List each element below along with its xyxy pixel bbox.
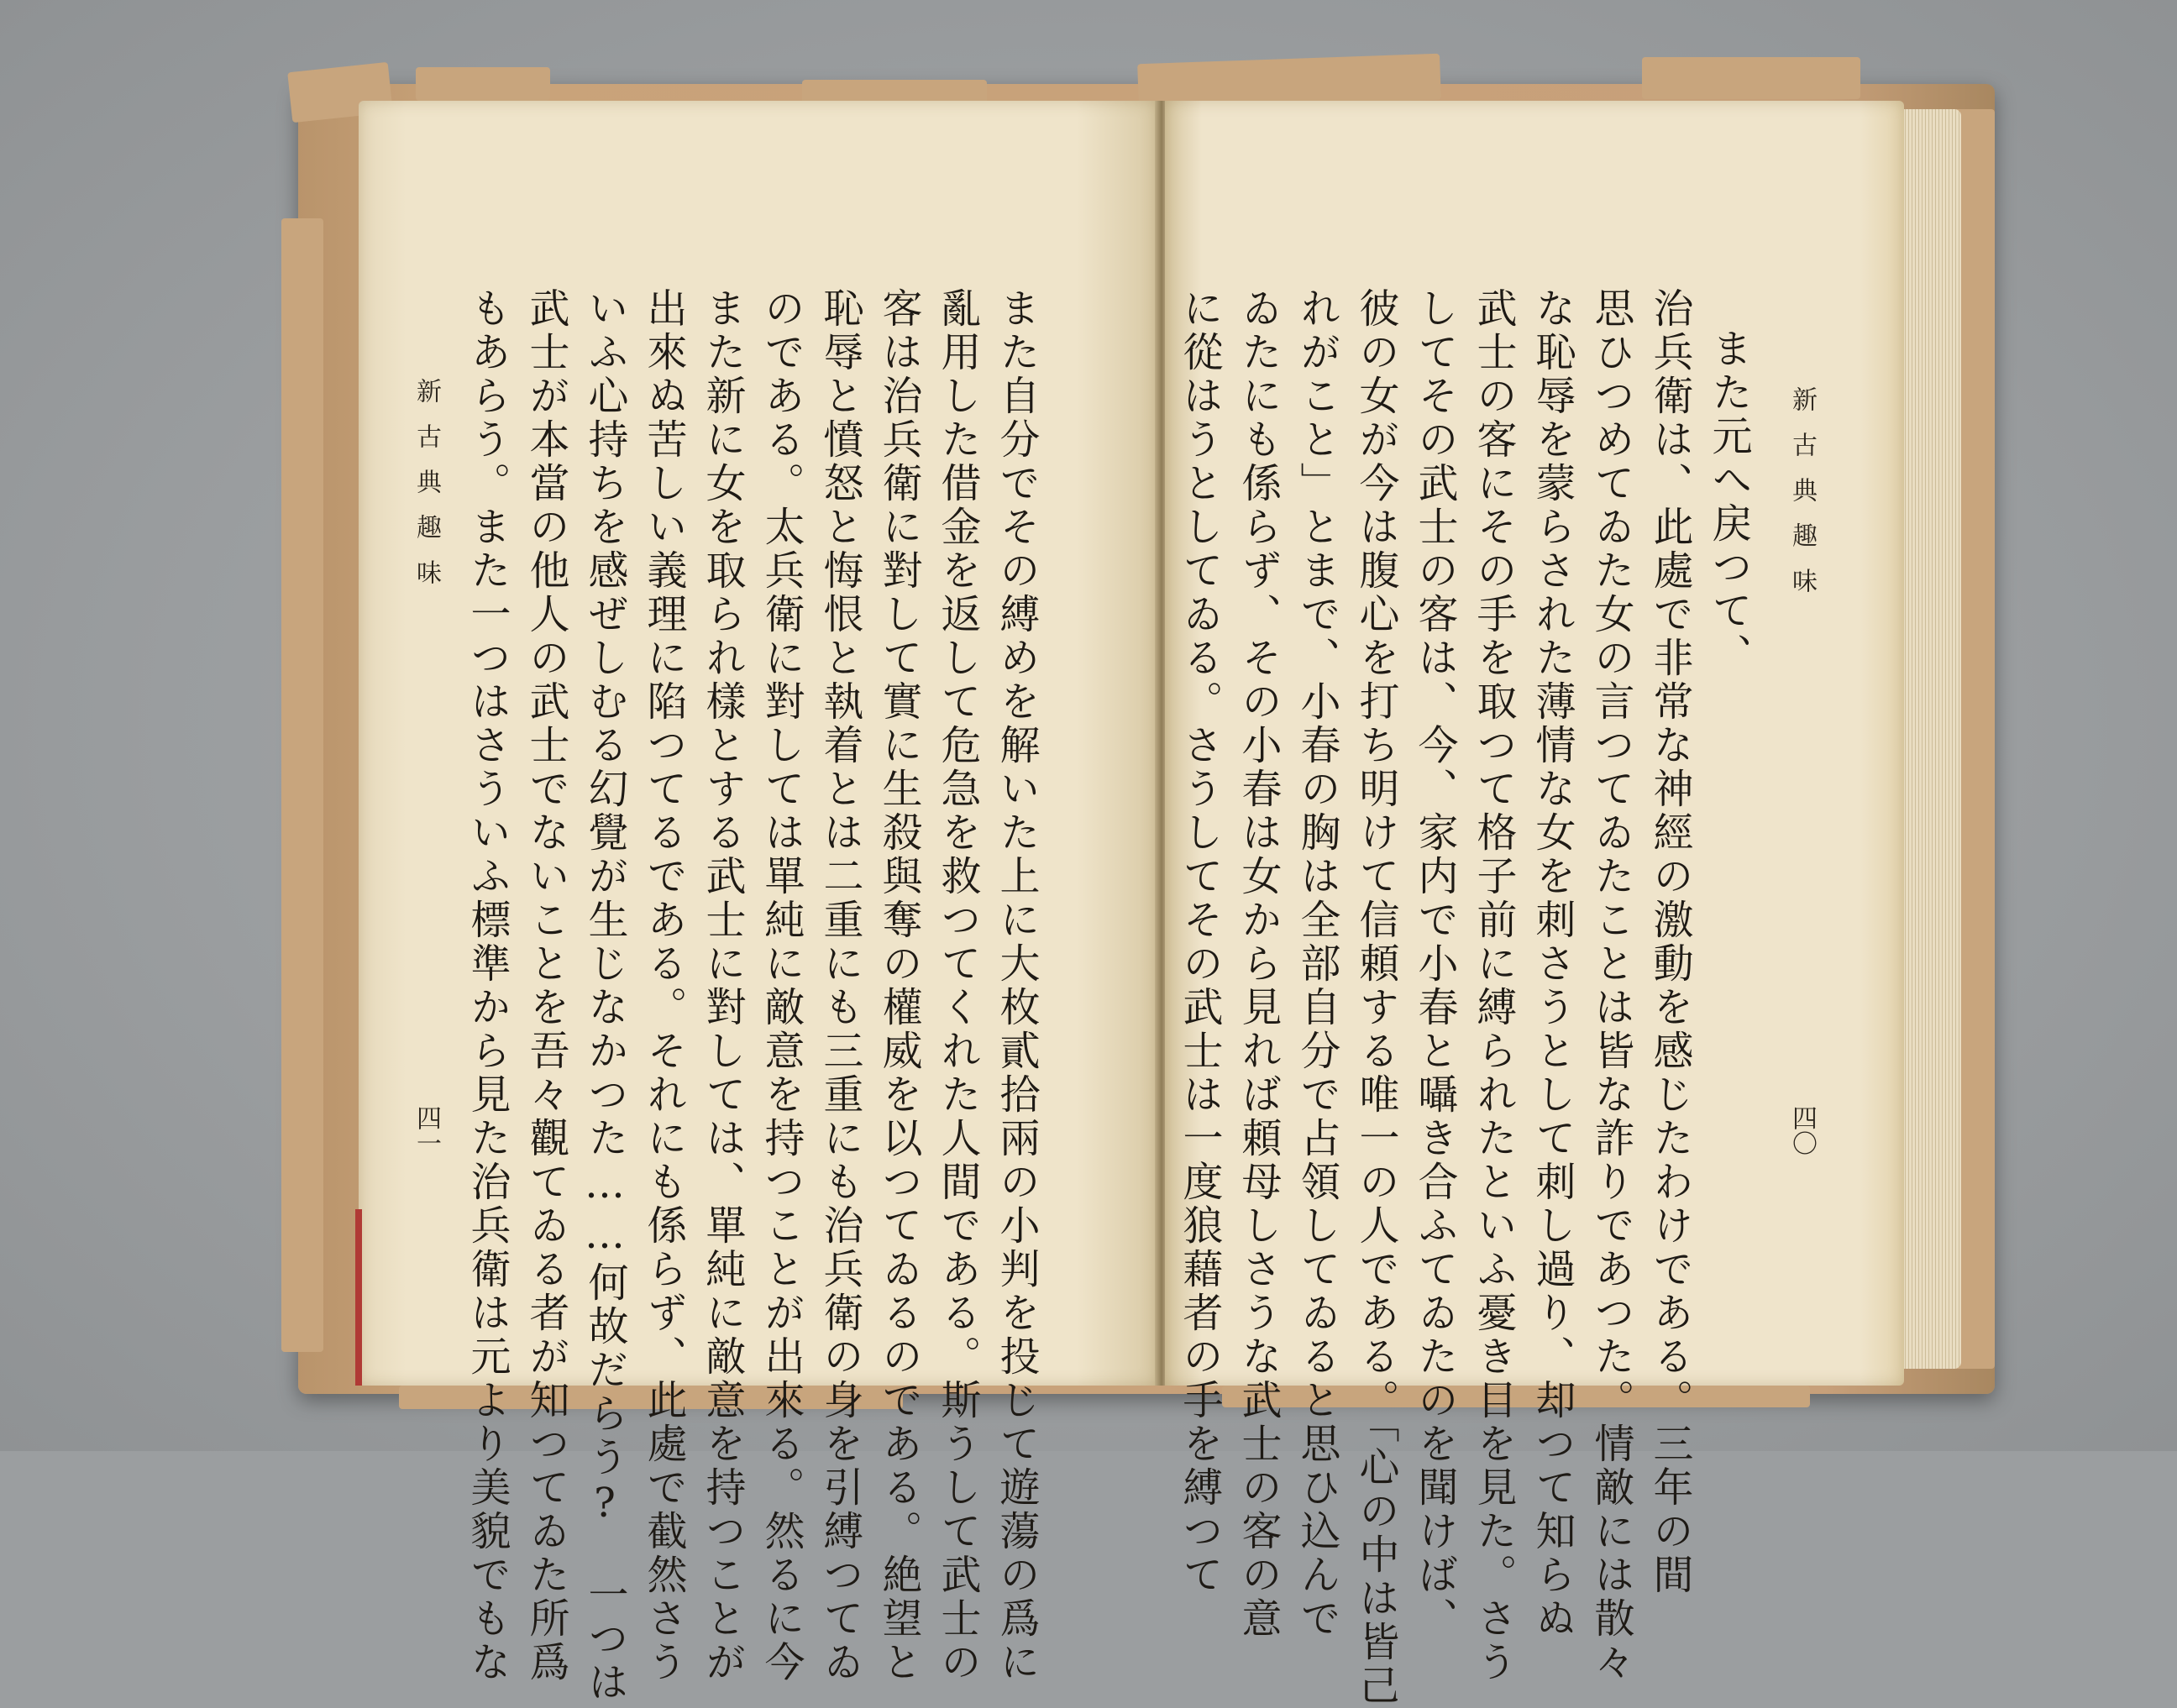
text-line: 思ひつめてゐた女の言つてゐたことは皆な詐りであつた。情敵には散々 xyxy=(1587,287,1634,1684)
text-line: 治兵衛は、此處で非常な神經の激動を感じたわけである。三年の間 xyxy=(1646,287,1693,1597)
page-number: 四一 xyxy=(412,1105,441,1155)
text-line: また新に女を取られ樣とする武士に對しては、單純に敵意を持つことが xyxy=(699,287,746,1684)
page-number: 四〇 xyxy=(1787,1105,1817,1155)
text-line: 彼の女が今は腹心を打ち明けて信頼する唯一の人である。「心の中は皆己 xyxy=(1352,287,1399,1708)
text-line: 武士が本當の他人の武士でないことを吾々觀てゐる者が知つてゐた所爲 xyxy=(522,287,569,1684)
text-line: のである。太兵衛に對しては單純に敵意を持つことが出來る。然るに今 xyxy=(758,287,805,1684)
running-title: 新古典趣味 xyxy=(412,378,441,605)
torn-cover-edge xyxy=(281,218,323,1352)
open-book xyxy=(298,50,1995,1708)
torn-cover-piece xyxy=(416,67,550,101)
text-line: れがこと」とまで、小春の胸は全部自分で占領してゐると思ひ込んで xyxy=(1293,287,1340,1641)
text-line: 出來ぬ苦しい義理に陷つてるである。それにも係らず、此處で截然さう xyxy=(640,287,687,1684)
left-page xyxy=(359,101,1157,1705)
text-line: また元へ戻つて、 xyxy=(1705,327,1752,677)
text-line: もあらう。また一つはさういふ標準から見た治兵衛は元より美貌でもな xyxy=(464,287,511,1684)
text-line: してその武士の客は、今、家内で小春と囁き合ふてゐたのを聞けば、 xyxy=(1411,287,1458,1641)
right-page xyxy=(1165,101,1904,1708)
text-line: 武士の客にその手を取つて格子前に縛られたといふ憂き目を見た。さう xyxy=(1470,287,1517,1684)
page-edges xyxy=(1902,109,1961,1369)
text-line: 亂用した借金を返して危急を救つてくれた人間である。斯うして武士の xyxy=(934,287,981,1684)
text-line: ゐたにも係らず、その小春は女から見れば頼母しさうな武士の客の意 xyxy=(1235,287,1282,1641)
text-line: いふ心持ちを感ぜしむる幻覺が生じなかつた……何故だらう? 一つは xyxy=(581,287,628,1705)
text-line: に從はうとしてゐる。さうしてその武士は一度狼藉者の手を縛つて xyxy=(1176,287,1223,1597)
text-line: 客は治兵衛に對して實に生殺與奪の權威を以つてゐるのである。絶望と xyxy=(875,287,922,1684)
text-line: 恥辱と憤怒と悔恨と執着とは二重にも三重にも治兵衛の身を引縛つてゐ xyxy=(816,287,863,1684)
text-line: また自分でその縛めを解いた上に大枚貳拾兩の小判を投じて遊蕩の爲に xyxy=(993,287,1040,1684)
running-title: 新古典趣味 xyxy=(1787,386,1817,613)
spine-binding xyxy=(355,1209,362,1386)
text-line: な恥辱を蒙らされた薄情な女を刺さうとして刺し過り、却つて知らぬ xyxy=(1529,287,1576,1641)
torn-cover-piece xyxy=(1642,57,1860,99)
